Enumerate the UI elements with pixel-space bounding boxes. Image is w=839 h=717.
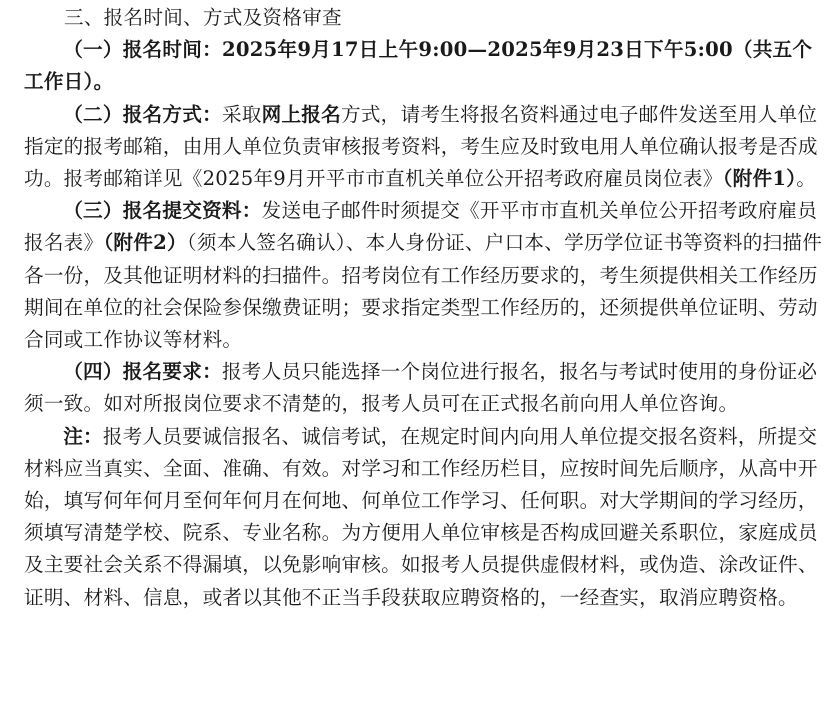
note-label: 注： xyxy=(63,424,103,448)
registration-method-text-3: 。 xyxy=(796,167,817,191)
submission-materials-label: （三）报名提交资料： xyxy=(63,199,262,223)
paragraph-registration-time xyxy=(24,34,831,98)
attachment-1-reference: （附件1） xyxy=(722,167,797,191)
paragraph-note xyxy=(24,421,831,614)
registration-time-text: 2025年9月17日上午9:00—2025年9月23日下午5:00（共五个工作日）。 xyxy=(24,38,813,94)
paragraph-registration-method xyxy=(24,99,831,196)
registration-time-label: （一）报名时间： xyxy=(63,38,222,62)
submission-materials-text-1: 发送电子邮件时须提交《开平市市直机关单位公开招考政府雇员报名表》 xyxy=(24,199,818,255)
registration-method-text-2: 方式，请考生将报名资料通过电子邮件发送至用人单位指定的报考邮箱，由用人单位负责审核报考资料，考生应及时致电用人单位确认报考是否成功。报考邮箱详见《2025年9月开平市市直机关单位公开招考政府雇员岗位表》 xyxy=(24,102,818,191)
section-heading: 三、报名时间、方式及资格审查 xyxy=(64,6,342,29)
registration-method-text-1: 采取 xyxy=(221,102,262,126)
paragraph-registration-requirements xyxy=(24,356,831,420)
registration-requirements-text: 报考人员只能选择一个岗位进行报名，报名与考试时使用的身份证必须一致。如对所报岗位要求不清楚的，报考人员可在正式报名前向用人单位咨询。 xyxy=(24,360,818,416)
attachment-2-reference: （附件2） xyxy=(103,231,187,255)
registration-requirements-label: （四）报名要求： xyxy=(63,360,222,384)
note-text: 报考人员要诚信报名、诚信考试，在规定时间内向用人单位提交报名资料，所提交材料应当真实、全面、准确、有效。对学习和工作经历栏目，应按时间先后顺序，从高中开始，填写何年何月至何年何月在何地、何单位工作学习、任何职。对大学期间的学习经历，须填写清楚学校、院系、专业名称。为方便用人单位审核是否构成回避关系职位，家庭成员及主要社会关系不得漏填，以免影响审核。如报考人员提供虚假材料，或伪造、涂改证件、证明、材料、信息，或者以其他不正当手段获取应聘资格的，一经查实，取消应聘资格。 xyxy=(24,424,818,609)
paragraph-submission-materials xyxy=(24,195,831,356)
registration-method-label: （二）报名方式： xyxy=(63,102,222,126)
submission-materials-text-2: （须本人签名确认）、本人身份证、户口本、学历学位证书等资料的扫描件各一份，及其他证明材料的扫描件。招考岗位有工作经历要求的，考生须提供相关工作经历期间在单位的社会保险参保缴费证明；要求指定类型工作经历的，还须提供单位证明、劳动合同或工作协议等材料。 xyxy=(24,231,823,352)
registration-method-emphasis: 网上报名 xyxy=(261,102,341,126)
